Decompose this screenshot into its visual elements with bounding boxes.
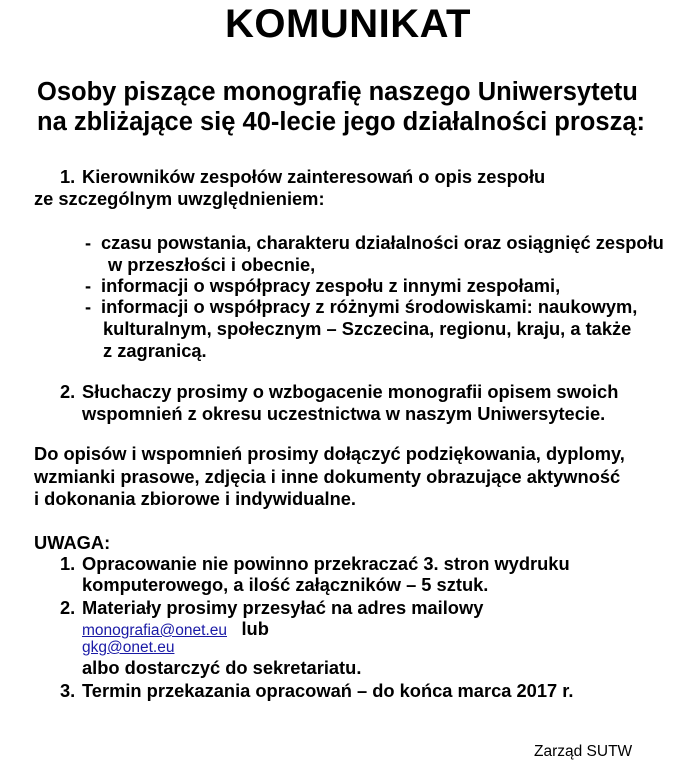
uwaga-item-1-number: 1. [60, 553, 76, 574]
uwaga-label: UWAGA: [34, 532, 111, 553]
uwaga-item-3-line-1: 3. Termin przekazania opracowań – do końca marca 2017 r. [60, 680, 574, 701]
item-2-line-2: wspomnień z okresu uczestnictwa w naszym Uniwersytecie. [82, 403, 606, 424]
attachments-paragraph-line-2: wzmianki prasowe, zdjęcia i inne dokumenty obrazujące aktywność [34, 466, 621, 487]
bullet-2-line-1: - informacji o współpracy zespołu z innymi zespołami, [85, 275, 561, 296]
email-line-1 [82, 618, 269, 640]
uwaga-item-2-line-after: albo dostarczyć do sekretariatu. [82, 657, 362, 678]
item-1-number: 1. [60, 166, 76, 187]
item-1-line-1: 1. Kierowników zespołów zainteresowań o opis zespołu [60, 166, 546, 187]
uwaga-item-2-number: 2. [60, 597, 76, 618]
email-link-monografia[interactable]: monografia@onet.eu [82, 622, 227, 639]
uwaga-item-2-line-1: 2. Materiały prosimy przesyłać na adres mailowy [60, 597, 484, 618]
item-2-number: 2. [60, 381, 76, 402]
bullet-3-line-2: kulturalnym, społecznym – Szczecina, regionu, kraju, a także [103, 318, 632, 339]
page-title: KOMUNIKAT [225, 2, 471, 46]
uwaga-item-1-line-1: 1. Opracowanie nie powinno przekraczać 3. stron wydruku [60, 553, 570, 574]
attachments-paragraph-line-3: i dokonania zbiorowe i indywidualne. [34, 488, 356, 509]
uwaga-item-1-line-2: komputerowego, a ilość załączników – 5 sztuk. [82, 574, 489, 595]
intro-heading-line-1: Osoby piszące monografię naszego Uniwersytetu [37, 78, 638, 106]
or-text: lub [241, 618, 269, 639]
bullet-dash: - [85, 296, 92, 317]
bullet-3-line-3: z zagranicą. [103, 340, 207, 361]
uwaga-item-3-number: 3. [60, 680, 76, 701]
intro-heading-line-2: na zbliżające się 40-lecie jego działalności proszą: [37, 108, 645, 136]
bullet-3-line-1: - informacji o współpracy z różnymi środowiskami: naukowym, [85, 296, 638, 317]
item-1-line-2: ze szczególnym uwzględnieniem: [34, 188, 325, 209]
bullet-1-line-2: w przeszłości i obecnie, [108, 254, 316, 275]
item-2-line-1: 2. Słuchaczy prosimy o wzbogacenie monografii opisem swoich [60, 381, 619, 402]
bullet-1-line-1: - czasu powstania, charakteru działalności oraz osiągnięć zespołu [85, 232, 664, 253]
email-link-gkg[interactable]: gkg@onet.eu [82, 639, 175, 656]
bullet-dash: - [85, 232, 92, 253]
attachments-paragraph-line-1: Do opisów i wspomnień prosimy dołączyć podziękowania, dyplomy, [34, 443, 625, 464]
bullet-dash: - [85, 275, 92, 296]
email-line-2 [82, 639, 174, 657]
signature: Zarząd SUTW [534, 743, 633, 760]
